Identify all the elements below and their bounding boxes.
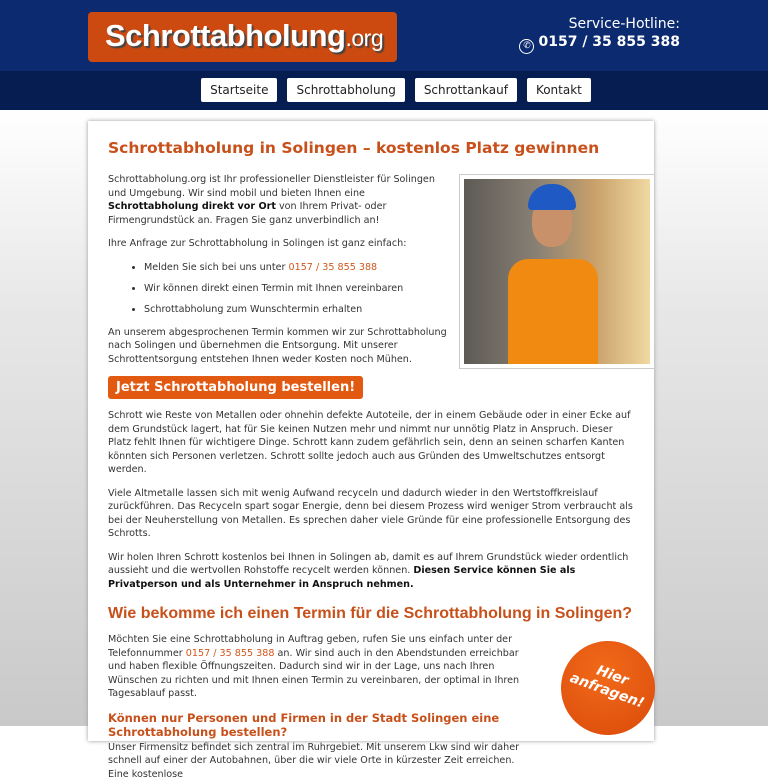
paragraph: Möchten Sie eine Schrottabholung in Auftrag geben, rufen Sie uns einfach unter der Telefonnummer 0157 / 35 855 388 an. Wir sind auch in den Abendstunden erreichbar und haben flexible Öffnungszeiten. Dadurch sind wir in der Lage, uns nach Ihren Wünschen zu richten und mit Ihnen einen Termin zu vereinbaren, der optimal in Ihren Tagesablauf passt. <box>108 633 528 701</box>
order-button[interactable]: Jetzt Schrottabholung bestellen! <box>108 376 363 399</box>
logo-tld: .org <box>345 25 383 51</box>
nav-schrottankauf[interactable]: Schrottankauf <box>415 78 517 102</box>
header <box>0 0 768 71</box>
nav-schrottabholung[interactable]: Schrottabholung <box>287 78 404 102</box>
paragraph: Schrott wie Reste von Metallen oder ohnehin defekte Autoteile, der in einem Gebäude oder in einer Ecke auf dem Grundstück lagert, hat für Sie keinen Nutzen mehr und nimmt nur unnötig Platz in Anspruch. Dieser Platz fehlt Ihnen für wichtigere Dinge. Schrott kann zudem gefährlich sein, denn an seinen scharfen Kanten könnten sich Personen verletzen. Schrott sollte jedoch auch aus Gründen des Umweltschutzes entsorgt werden. <box>108 409 634 477</box>
main-nav <box>0 71 768 110</box>
hotline-number[interactable]: 0157 / 35 855 388 <box>538 34 680 50</box>
subsection-heading: Können nur Personen und Firmen in der Stadt Solingen eine Schrottabholung bestellen? <box>108 711 528 739</box>
inquiry-badge-button[interactable]: Hier anfragen! <box>548 628 668 748</box>
hotline-label: Service-Hotline: <box>519 15 680 33</box>
logo[interactable] <box>88 12 397 62</box>
list-item: • Melden Sie sich bei uns unter 0157 / 35 855 388 <box>144 261 634 274</box>
request-intro: Ihre Anfrage zur Schrottabholung in Solingen ist ganz einfach: <box>108 237 634 251</box>
worker-photo <box>459 174 655 369</box>
nav-kontakt[interactable]: Kontakt <box>527 78 591 102</box>
nav-startseite[interactable]: Startseite <box>201 78 277 102</box>
appointment-text: An unserem abgesprochenen Termin kommen wir zur Schrottabholung nach Solingen und übernehmen die Entsorgung. Mit unserer Schrottentsorgung entstehen Ihnen weder Kosten noch Mühen. <box>108 326 448 367</box>
section-heading: Wie bekomme ich einen Termin für die Schrottabholung in Solingen? <box>108 605 634 623</box>
appointment-section <box>108 633 634 781</box>
logo-main: Schrottabholung <box>105 18 345 53</box>
service-hotline <box>519 15 680 54</box>
phone-icon: ✆ <box>519 39 534 54</box>
phone-link[interactable]: 0157 / 35 855 388 <box>288 262 377 273</box>
content <box>88 121 654 741</box>
intro-text: Schrottabholung.org ist Ihr professioneller Dienstleister für Solingen und Umgebung. Wir sind mobil und bieten Ihnen eine Schrottabholung direkt vor Ort von Ihrem Privat- oder Firmengrundstück an. Fragen Sie ganz unverbindlich an! <box>108 173 448 227</box>
paragraph: Unser Firmensitz befindet sich zentral im Ruhrgebiet. Mit unserem Lkw sind wir daher schnell auf einer der Autobahnen, über die wir viele Orte in kürzester Zeit erreichen. Eine kostenlose <box>108 741 528 781</box>
page-title: Schrottabholung in Solingen – kostenlos Platz gewinnen <box>108 139 634 157</box>
paragraph: Viele Altmetalle lassen sich mit wenig Aufwand recyceln und dadurch wieder in den Wertstoffkreislauf zurückführen. Das Recyceln spart sogar Energie, denn bei diesem Prozess wird weniger Strom verbraucht als bei der Neuherstellung von Metallen. Es sprechen daher viele Gründe für eine professionelle Entsorgung des Schrotts. <box>108 487 634 541</box>
list-item: • Schrottabholung zum Wunschtermin erhalten <box>144 303 634 316</box>
list-item: • Wir können direkt einen Termin mit Ihnen vereinbaren <box>144 282 634 295</box>
paragraph: Wir holen Ihren Schrott kostenlos bei Ihnen in Solingen ab, damit es auf Ihrem Grundstück wieder ordentlich aussieht und die wertvollen Rohstoffe recycelt werden können. Diesen Service können Sie als Privatperson und als Unternehmer in Anspruch nehmen. <box>108 551 634 592</box>
phone-link[interactable]: 0157 / 35 855 388 <box>186 648 275 659</box>
